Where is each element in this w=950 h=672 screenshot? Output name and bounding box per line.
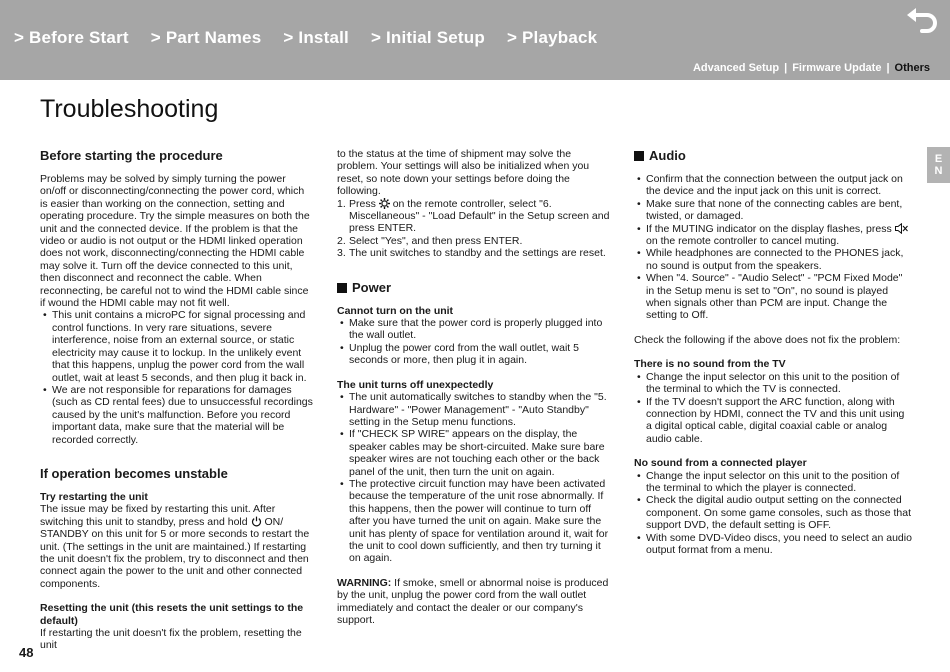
restart-text-a: The issue may be fixed by restarting this unit. After switching this unit to standby, press and hold (40, 503, 276, 528)
before-heading: Before starting the procedure (40, 148, 223, 163)
warning-text (337, 577, 611, 627)
main-nav (14, 28, 597, 48)
restart-text (40, 503, 314, 590)
tv-list (634, 371, 912, 445)
column-right (634, 148, 912, 556)
subnav-advanced-setup[interactable]: Advanced Setup (692, 62, 780, 74)
tv-heading: There is no sound from the TV (634, 358, 786, 371)
back-button[interactable] (903, 6, 941, 40)
step-text-a: Press (349, 197, 376, 210)
list-item: • Unplug the power cord from the wall outlet, wait 5 seconds or more, then plug it in again. (337, 342, 611, 367)
reset-continued-text: to the status at the time of shipment may solve the problem. Your settings will also be initialized when you reset, so note down your settings before doing the following. (337, 148, 590, 198)
nav-playback[interactable]: > Playback (506, 28, 598, 47)
subnav-firmware-update[interactable]: Firmware Update (792, 62, 882, 74)
list-item (634, 223, 912, 248)
turns-off-list (337, 391, 611, 565)
step-number: 3. (337, 247, 346, 260)
subnav-separator: | (784, 62, 788, 74)
cannot-turn-on-heading: Cannot turn on the unit (337, 304, 454, 317)
list-item: • While headphones are connected to the PHONES jack, no sound is output from the speakers. (634, 247, 912, 272)
page-number: 48 (19, 645, 34, 660)
list-item: • Make sure that none of the connecting cables are bent, twisted, or damaged. (634, 198, 912, 223)
list-item: • Change the input selector on this unit to the position of the terminal to which the player is connected. (634, 470, 912, 495)
column-middle (337, 148, 611, 626)
page-title: Troubleshooting (40, 95, 219, 123)
player-heading: No sound from a connected player (634, 457, 807, 470)
turns-off-heading: The unit turns off unexpectedly (337, 378, 494, 391)
audio-list (634, 173, 912, 322)
step-number: 2. (337, 234, 346, 247)
cannot-turn-on-list (337, 317, 611, 367)
unstable-heading: If operation becomes unstable (40, 465, 228, 481)
nav-install[interactable]: > Install (283, 28, 349, 47)
before-text: Problems may be solved by simply turning the power on/off or disconnecting/connecting the power cord, which is easier than working on the connection, setting and operating procedure. Try the simple measures on both the unit and the connected device. If the problem is that the video or audio is not output or the HDMI linked operation does not work, disconnecting/connecting the HDMI cable may solve it. Turn off the device connected to this unit, then disconnect and reconnect the cable. When reconnecting, be careful not to wind the HDMI cable since if wound the HDMI cable may not fit well. (40, 173, 310, 310)
top-navigation-bar (0, 0, 950, 80)
nav-part-names[interactable]: > Part Names (150, 28, 262, 47)
subnav-others[interactable]: Others (894, 62, 930, 74)
power-heading-label: Power (352, 279, 392, 295)
muting-text-a: If the MUTING indicator on the display flashes, press (646, 222, 892, 235)
step-item (337, 247, 611, 259)
list-item: • Check the digital audio output setting on the connected component. On some game consoles, such as those that support DVD, the default setting is OFF. (634, 494, 912, 531)
reset-steps (337, 198, 611, 260)
muting-text-b: on the remote controller to cancel muting. (646, 235, 840, 248)
audio-heading (634, 148, 912, 164)
step-number: 1. (337, 197, 346, 210)
warning-label: WARNING: (337, 576, 392, 589)
list-item: • Change the input selector on this unit to the position of the terminal to which the TV is connected. (634, 371, 912, 396)
square-bullet-icon (634, 151, 644, 161)
list-item: • When "4. Source" - "Audio Select" - "PCM Fixed Mode" in the Setup menu is set to "On", no sound is played when signals other than PCM are input. Change the setting to Off. (634, 272, 912, 322)
audio-heading-label: Audio (649, 148, 686, 163)
power-icon (251, 516, 262, 527)
list-item: • The protective circuit function may have been activated because the temperature of the unit rose abnormally. If this happens, then the power will continue to turn off after you have turned the unit on again. Make sure the unit has plenty of space for ventilation around it, wait for the unit to cool down sufficiently, and then try turning it on again. (337, 478, 611, 565)
restart-text-b: ON/ STANDBY on this unit for 5 or more seconds to restart the unit. (The settings in the unit are maintained.) If restarting the unit doesn't fix the problem, try to disconnect and then connect again the power to the unit and other connected components. (40, 515, 310, 590)
list-item: • We are not responsible for reparations for damages (such as CD rental fees) due to unsuccessful recordings caused by the unit's malfunction. Before you record important data, make sure that the material will be recorded correctly. (40, 384, 314, 446)
step-text: The unit switches to standby and the settings are reset. (349, 247, 606, 260)
player-list (634, 470, 912, 557)
step-text-b: on the remote controller, select "6. Miscellaneous" - "Load Default" in the Setup screen and press ENTER. (349, 197, 610, 235)
warning-body: If smoke, smell or abnormal noise is produced by the unit, unplug the power cord from the wall outlet immediately and contact the dealer or our company's support. (337, 576, 609, 626)
list-item: • The unit automatically switches to standby when the "5. Hardware" - "Power Management" - "Auto Standby" setting in the Setup menu functions. (337, 391, 611, 428)
nav-before-start[interactable]: > Before Start (14, 28, 129, 47)
list-item: • With some DVD-Video discs, you need to select an audio output format from a menu. (634, 532, 912, 557)
subnav-separator: | (886, 62, 890, 74)
before-bullet-list (40, 309, 314, 445)
list-item: • If the TV doesn't support the ARC function, along with connection by HDMI, connect the TV and this unit using a digital optical cable, digital coaxial cable or analog audio cable. (634, 396, 912, 446)
return-arrow-icon (903, 6, 941, 40)
list-item: • If "CHECK SP WIRE" appears on the display, the speaker cables may be short-circuited. Make sure bare speaker wires are not touching each other or the back panel of the unit, then turn the unit on again. (337, 428, 611, 478)
list-item: • This unit contains a microPC for signal processing and control functions. In very rare situations, severe interference, noise from an external source, or static electricity may cause it to lockup. In the unlikely event that this happens, unplug the power cord from the wall outlet, wait at least 5 seconds, and then plug it back in. (40, 309, 314, 383)
language-tab[interactable] (927, 147, 950, 183)
reset-text: If restarting the unit doesn't fix the problem, resetting the unit (40, 627, 302, 652)
list-item: • Make sure that the power cord is properly plugged into the wall outlet. (337, 317, 611, 342)
check-text: Check the following if the above does not fix the problem: (634, 333, 901, 346)
step-item (337, 235, 611, 247)
nav-initial-setup[interactable]: > Initial Setup (370, 28, 485, 47)
reset-heading: Resetting the unit (this resets the unit settings to the default) (40, 602, 304, 627)
power-heading (337, 280, 611, 296)
mute-icon (895, 223, 908, 234)
sub-navigation (693, 62, 930, 74)
step-item (337, 198, 611, 235)
step-text: Select "Yes", and then press ENTER. (349, 234, 523, 247)
column-left (40, 148, 314, 652)
language-label: EN (934, 153, 943, 177)
square-bullet-icon (337, 283, 347, 293)
list-item: • Confirm that the connection between the output jack on the device and the input jack on this unit is correct. (634, 173, 912, 198)
restart-heading: Try restarting the unit (40, 490, 148, 503)
setup-gear-icon (379, 198, 390, 209)
